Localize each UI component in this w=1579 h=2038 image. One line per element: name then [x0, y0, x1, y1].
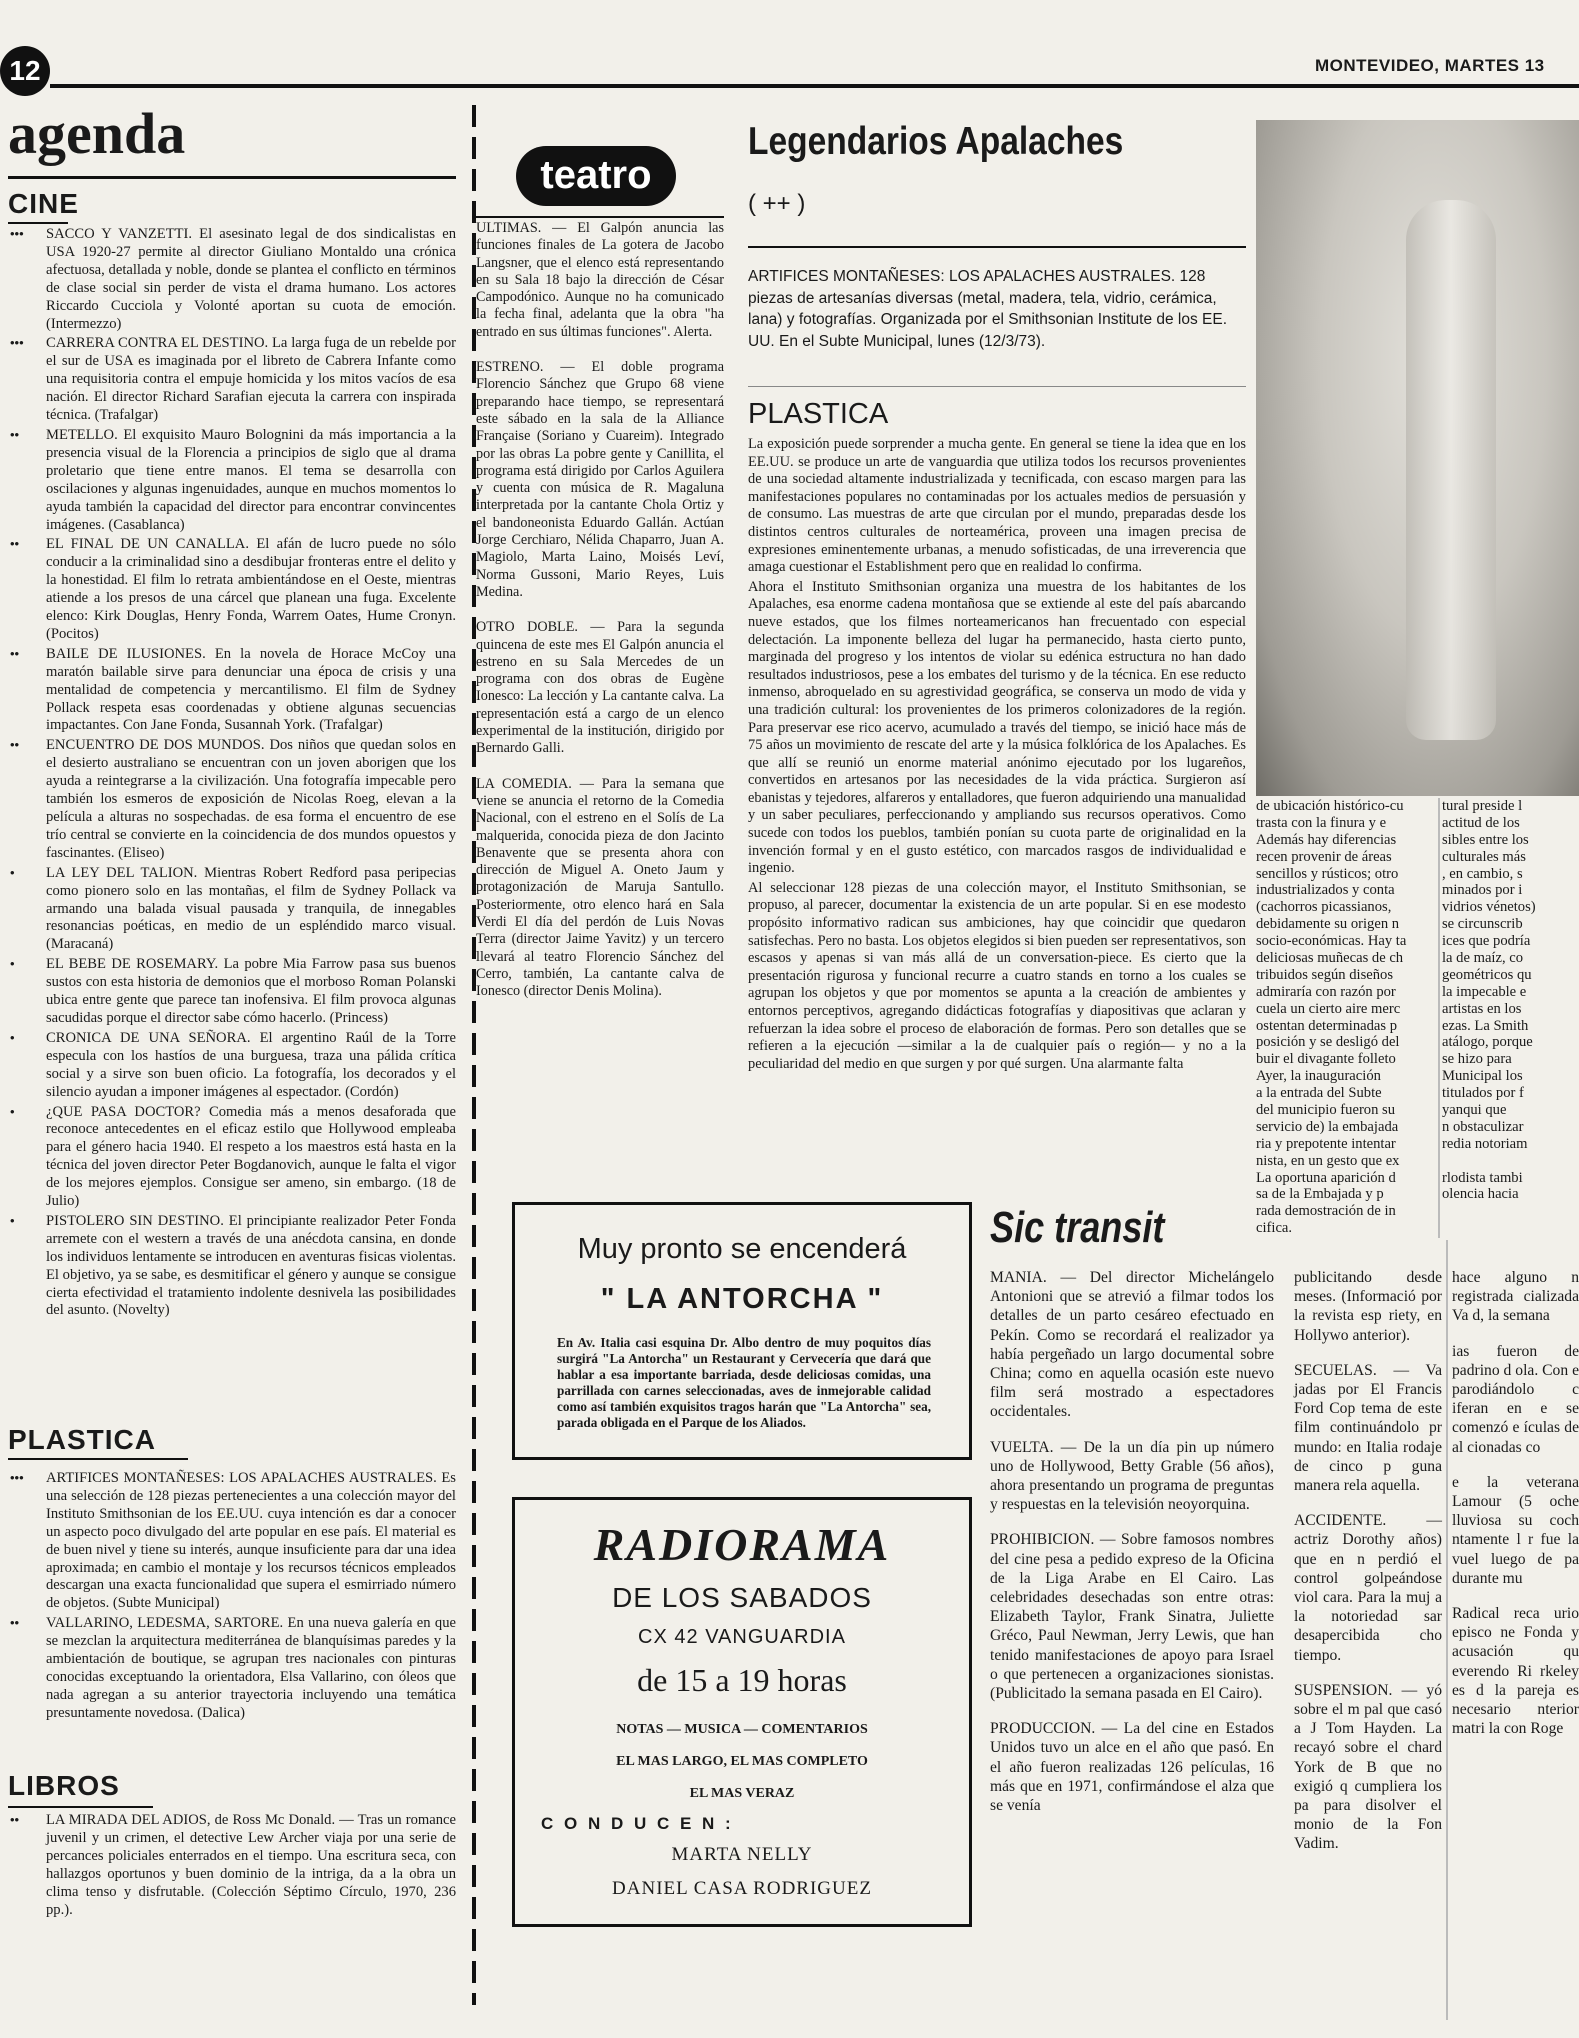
continuation-line: ezas. La Smith [1442, 1017, 1529, 1034]
agenda-item [8, 1030, 456, 1102]
continuation-line: del municipio fueron su [1256, 1102, 1396, 1119]
radiorama-ad [512, 1497, 972, 1927]
apalaches-summary-rule [748, 386, 1246, 387]
plastica-heading: PLASTICA [8, 1424, 156, 1455]
antorcha-line1: Muy pronto se encenderá [577, 1233, 907, 1265]
continuation-line: posición y se desligó del [1256, 1034, 1400, 1051]
continuation-line: La oportuna aparición d [1256, 1169, 1396, 1186]
rating-mark: •• [10, 536, 20, 552]
rating-mark: • [10, 956, 15, 972]
agenda-item-text: EL FINAL DE UN CANALLA. El afán de lucro puede no sólo conducir a la criminalidad sino a desdibujar fronteras entre el delito y la honestidad. El film lo retrata ambientándose en el Oeste, mientras atiende a los presos de una cárcel que planean una fuga. Excelente elenco: Kirk Douglas, Henry Fonda, Warrem Oates, Hume Cronyn. (Pocitos) [46, 536, 456, 642]
continuation-line: cuela un cierto aire merc [1256, 1000, 1401, 1017]
teatro-paragraph: ULTIMAS. — El Galpón anuncia las funciones finales de La gotera de Jacobo Langsner, que el elenco está representando en su Sala 18 bajo la dirección de César Campodónico. Aunque no ha comunicado la fecha final, adelanta que la obra "ha entrado en sus últimas funciones". Alerta. [476, 220, 724, 340]
continuation-line: rlodista tambi [1442, 1169, 1523, 1186]
continuation-line: la impecable e [1442, 983, 1527, 1000]
cine-heading: CINE [8, 188, 79, 219]
continuation-line: vidrios vénetos) [1442, 899, 1536, 916]
apalaches-paragraph: Al seleccionar 128 piezas de una colección mayor, el Instituto Smithsonian, se propuso, al parecer, documentar la existencia de un arte popular. Si en ese modesto propósito informativo radican sus ambiciones, hay que coincidir que quedaron satisfechas. Pero no basta. Los objetos elegidos si bien pueden ser representativos, son escasos y apenas si van más allá de un conversation-piece. Es cierto que la presentación rigurosa y funcional recurre a cuatro stands en torno a los cuales se agrupan los objetos y que por momentos se apunta a la creación de ambientes y entornos perceptivos, agregando didácticas fotografías y diapositivas que aclaran y refuerzan la idea sobre el proceso de elaboración de formas. Pero son detalles que se refieren a la ejecución —similar a la de cualquier país o región— y no a la peculiaridad del medio en que surgen y por qué surgen. Una alarmante falta [748, 879, 1246, 1072]
radiorama-conducen: C O N D U C E N : [541, 1814, 734, 1833]
apalaches-headline: Legendarios Apalaches [748, 120, 1124, 163]
rating-mark: • [10, 1029, 15, 1045]
continuation-line: Municipal los [1442, 1068, 1523, 1085]
agenda-item [8, 1615, 456, 1722]
sic-transit-item: MANIA. — Del director Michelángelo Antonioni que se atrevió a filmar todos los detalles de un parto cesáreo efectuado en Pekín. Como se recordará el realizador ya había pergeñado un largo documental sobre China; como en aquella ocasión este nuevo film será mostrado a espectadores occidentales. [990, 1269, 1274, 1421]
apalaches-rule [748, 246, 1246, 248]
continuation-line: olencia hacia [1442, 1186, 1519, 1203]
continuation-line: se hizo para [1442, 1051, 1512, 1068]
rating-mark: •• [10, 1615, 20, 1631]
rating-mark: •• [10, 1812, 20, 1827]
agenda-item [8, 536, 456, 643]
continuation-line: ostentan determinadas p [1256, 1017, 1398, 1034]
continuation-line: deliciosas muñecas de ch [1256, 950, 1404, 967]
agenda-item-text: ENCUENTRO DE DOS MUNDOS. Dos niños que quedan solos en el desierto australiano se encuentran con un joven aborigen que los ayuda a reintegrarse a la civilización. Una fotografía impecable pero también los esmeros de exposición de Nicolas Roeg, elevan a la película a alturas no sospechadas. de esa forma el encuentro de ese trío central se convierte en la coincidencia de dos mundos opuestos y fascinantes. (Eliseo) [46, 737, 456, 861]
continuation-line: cifica. [1256, 1220, 1293, 1237]
continuation-line: debidamente su origen n [1256, 916, 1400, 933]
continuation-line: de ubicación histórico-cu [1256, 798, 1404, 814]
continuation-line: atálogo, porque [1442, 1034, 1533, 1051]
agenda-item [8, 335, 456, 425]
agenda-item-text: METELLO. El exquisito Mauro Bolognini da más importancia a la presencia visual de la Florencia a principios de siglo que al drama proletario que tiene entre manos. El tema se desarrolla con oscilaciones y algunas ingenuidades, aunque en muchos momentos lo ayuda también la capacidad del director para encontrar convincentes imágenes. (Casablanca) [46, 426, 456, 533]
agenda-item [8, 1213, 456, 1320]
radiorama-line2: EL MAS LARGO, EL MAS COMPLETO [616, 1754, 868, 1769]
rating-mark: • [10, 1212, 15, 1228]
continuation-line: socio-económicas. Hay ta [1256, 933, 1407, 950]
continuation-line: admiraría con razón por [1256, 983, 1396, 1000]
continuation-line: rada demostración de in [1256, 1203, 1396, 1220]
continuation-line: se circunscrib [1442, 916, 1523, 933]
agenda-item [8, 737, 456, 862]
sic-transit-item: hace alguno n registrada cializada Va d, la semana [1452, 1269, 1579, 1325]
libros-heading: LIBROS [8, 1770, 120, 1801]
sic-transit-col-a [990, 1268, 1274, 1831]
dateline: MONTEVIDEO, MARTES 13 [1315, 56, 1545, 75]
continuation-line: tribuidos según diseños [1256, 966, 1394, 983]
continuation-line: industrializados y conta [1256, 882, 1395, 899]
sic-transit-item: PROHIBICION. — Sobre famosos nombres del cine pesa a pedido expreso de la Oficina de la Liga Arabe en El Cairo. Las celebridades desechadas son entre otras: Elizabeth Taylor, Frank Sinatra, Juliette Gréco, Paul Newman, Jerry Lewis, que han tenido manifestaciones de apoyo para Israel o que pertenecen a organizaciones sionistas. (Publicitado la semana pasada en El Cairo). [990, 1531, 1274, 1703]
agenda-item-text: VALLARINO, LEDESMA, SARTORE. En una nueva galería en que se mezclan la arquitectura mediterránea de blanquísimas paredes y la ambientación de boutique, se agrupan tres nacionales con pinturas conocidas exceptuando la orientadora, Elsa Vallarino, con óleos que nada agregan a su anterior trayectoria incluyendo una temática presuntamente novedosa. (Dalica) [46, 1615, 456, 1721]
apalaches-paragraphs [748, 436, 1246, 1075]
sic-transit-item: VUELTA. — De la un día pin up número uno de Hollywood, Betty Grable (56 años), ahora presentando un programa de preguntas y respuestas en la televisión neoyorquina. [990, 1438, 1274, 1514]
rating-mark: ••• [10, 226, 24, 241]
agenda-item [8, 865, 456, 955]
teatro-paragraph: LA COMEDIA. — Para la semana que viene se anuncia el retorno de la Comedia Nacional, con el estreno en el Solís de La malquerida, conocida pieza de don Jacinto Benavente que se presenta ahora con dirección de Miguel A. Oneto Jaum y protagonización de Maruja Santullo. Posteriormente, otro elenco hará en Sala Verdi El día del perdón de Luis Novas Terra (director Jaime Yavitz) y un tercero llevará al teatro Florencio Sánchez del Cerro, también, La cantante calva de Ionesco (director Denis Molina). [476, 775, 724, 1000]
sic-transit-item: ACCIDENTE. — actriz Dorothy años) que en n perdió el control golpeándose viol cara. Para la muj a la notoriedad sar desapercibida cho tiempo. [1294, 1512, 1442, 1664]
sic-transit-item: publicitando desde meses. (Informació por la revista esp riety, en Hollywo anterior). [1294, 1269, 1442, 1344]
antorcha-body: En Av. Italia casi esquina Dr. Albo dentro de muy poquitos días surgirá "La Antorcha" un Restaurant y Cervecería que dará que hablar a esa importante barriada, desde deliciosas comidas, una parrillada con carnes seleccionadas, aves de inmejorable calidad como así también exquisitos tragos harán que "La Antorcha" sea, parada obligada en el Parque de los Aliados. [557, 1335, 931, 1430]
sic-transit-item: SUSPENSION. — yó sobre el m pal que casó a J Tom Hayden. La recayó sobre el chard York de B que no exigió q cumpliera los pa para disolver el monio de la Fon Vadim. [1294, 1681, 1442, 1853]
apalaches-paragraph: La exposición puede sorprender a mucha gente. En general se tiene la idea que en los EE.UU. se produce un arte de vanguardia que utiliza todos los recursos provenientes de una sociedad altamente industrializada y tecnificada, con escaso margen para las manifestaciones populares no contaminadas por los actuales medios de persuasión y de consumo. Las muestras de arte que circulan por el mundo, preparadas desde los distintos centros culturales de norteamérica, proveen una imagen precisa de expresiones eminentemente urbanas, a menudo sofisticadas, de una irreverencia que amaga cuestionar el Establishment pero que en realidad lo confirma. [748, 436, 1246, 576]
continuation-fold [1438, 798, 1440, 1238]
continuation-line: tural preside l [1442, 798, 1523, 814]
continuation-line: n obstaculizar [1442, 1118, 1524, 1135]
continuation-line: Ayer, la inauguración [1256, 1068, 1381, 1085]
libros-heading-rule [8, 1806, 153, 1808]
continuation-line: sencillos y rústicos; otro [1256, 865, 1399, 882]
continuation-line: culturales más [1442, 848, 1526, 865]
continuation-line: a la entrada del Subte [1256, 1085, 1382, 1102]
teatro-logo: teatro [516, 146, 676, 206]
antorcha-name: " LA ANTORCHA " [600, 1283, 884, 1315]
libros-list [8, 1812, 456, 1921]
agenda-item-text: CRONICA DE UNA SEÑORA. El argentino Raúl de la Torre especula con los hastíos de una burguesa, traza una pálida crítica social y a sirve son buen oficio. La fotografía, los decorados y el silencio ayudan a imponer imágenes al espectador. (Cordón) [46, 1029, 456, 1100]
agenda-title: agenda [8, 101, 186, 166]
sic-transit-item: SECUELAS. — Va jadas por El Francis Ford Cop tema de este film continuándolo pr mundo: en Italia rodaje de cinco p guna manera rela aquella. [1294, 1361, 1442, 1495]
agenda-item [8, 1470, 456, 1613]
apalaches-section: PLASTICA [748, 398, 889, 430]
rating-mark: •• [10, 426, 20, 442]
apalaches-paragraph: Ahora el Instituto Smithsonian organiza una muestra de los habitantes de los Apalaches, esa enorme cadena montañosa que se extiende al este del país abarcando nueve estados, que los filmes norteamericanos han frecuentado con especial delectación. La imponente belleza del lugar ha permanecido, hasta cierto punto, marginada del progreso y los intentos de violar su edénica estructura no han dado resultados industriosos, pese a los embates del turismo y de la técnica. En ese reducto inmenso, abroquelado en su agrestividad geográfica, se conserva un modo de vida y una tradición cultural: los provenientes de los primeros colonizadores de la región. Para preservar ese rico acervo, acumulado a través del tiempo, se inició hace más de 75 años un movimiento de rescate del arte y la música folklórica de los Apalaches. Es que allí se reunió un enorme material anónimo ejecutado por los lugareños, convertidos en artesanos por las necesidades de la vida práctica. Surgieron así ebanistas y tejedores, alfareros y entalladores, que fueron adquiriendo una manualidad y un saber peculiares, perfeccionando y ampliando sus recursos operativos. Como sucede con todos los pueblos, también ponían su cuota parte de originalidad en la invención formal y en el gusto estético, con marcados rasgos de individualidad e ingenio. [748, 578, 1246, 877]
continuation-line: titulados por f [1442, 1085, 1524, 1102]
sic-transit-item: e la veterana Lamour (5 oche lluviosa su coch ntamente l r fue la vuel luego de pa durante mu [1452, 1473, 1579, 1587]
agenda-item [8, 1812, 456, 1919]
continuation-line: servicio de) la embajada [1256, 1118, 1399, 1135]
radiorama-hours: de 15 a 19 horas [637, 1662, 847, 1698]
continuation-line: (cachorros picassianos, [1256, 899, 1392, 916]
continuation-line: minados por i [1442, 882, 1523, 899]
cine-list [8, 226, 456, 1322]
antorcha-ad [512, 1202, 972, 1460]
agenda-item [8, 226, 456, 333]
agenda-item-text: PISTOLERO SIN DESTINO. El principiante realizador Peter Fonda arremete con el western a través de una anécdota cansina, en donde los individuos lentamente se introducen en aventuras fisicas violentas. El objetivo, ya se sabe, es desmitificar el género y aunque se consigue cierta efectividad el tratamiento indolente desnivela las posibilidades del asunto. (Novelty) [46, 1212, 456, 1319]
sic-transit-col-c [1452, 1268, 1579, 1754]
sic-transit-headline: Sic transit [990, 1203, 1165, 1252]
sic-transit-item: Radical reca urio episco ne Fonda y acusación qu everendo Ri rkeley es d la pareja es necesario nterior matri la con Roge [1452, 1605, 1579, 1738]
radiorama-line1: NOTAS — MUSICA — COMENTARIOS [616, 1722, 868, 1737]
agenda-item-text: LA LEY DEL TALION. Mientras Robert Redford pasa peripecias como pionero solo en las montañas, el film de Sydney Pollack va armando una balada visual pausada y tranquila, de innegables resonancias poéticas, en medio de un espléndido marco visual. (Maracaná) [46, 864, 456, 953]
teatro-paragraphs [476, 220, 724, 1018]
continuation-line: la de maíz, co [1442, 950, 1524, 967]
teatro-paragraph: OTRO DOBLE. — Para la segunda quincena de este mes El Galpón anuncia el estreno en su Sala Mercedes de un programa con dos obras de Eugène Ionesco: La lección y La cantante calva. La representación está a cargo de un elenco experimental de la institución, dirigido por Bernardo Galli. [476, 619, 724, 757]
radiorama-host2: DANIEL CASA RODRIGUEZ [612, 1878, 872, 1899]
continuation-line: redia notoriam [1442, 1135, 1528, 1152]
teatro-logo-rule [476, 216, 724, 218]
agenda-column [8, 0, 456, 2038]
continuation-line: geométricos qu [1442, 966, 1532, 983]
continuation-line [1442, 1153, 1579, 1170]
continuation-left [1256, 798, 1436, 1237]
teatro-paragraph: ESTRENO. — El doble programa Florencio Sánchez que Grupo 68 viene preparando hace tiempo, se representará este sábado en la sala de la Alliance Française (Soriano y Cuareim). Integrado por las obras La pobre gente y Canillita, el programa está dirigido por Carlos Aguilera y cuenta con música de R. Magaluna interpretada por la cantante Chola Ortiz y el bandoneonista Eduardo Gallán. Actúan Jorge Cerchiaro, Nélida Chaparro, Juan A. Magiolo, Marta Laino, Moisés Leví, Norma Gussoni, Mario Reyes, Luis Medina. [476, 359, 724, 600]
agenda-item-text: EL BEBE DE ROSEMARY. La pobre Mia Farrow pasa sus buenos sustos con esta historia de demonios que el morboso Roman Polanski ubica entre gente que parece tan inofensiva. El film provoca algunas sacudidas porque el director sabe cómo hacerlo. (Princess) [46, 956, 456, 1026]
agenda-title-rule [8, 176, 456, 179]
continuation-line: trasta con la finura y e [1256, 814, 1387, 831]
rating-mark: ••• [10, 335, 24, 351]
apalaches-rating: ( ++ ) [748, 190, 806, 217]
continuation-line: , en cambio, s [1442, 865, 1523, 882]
radiorama-host1: MARTA NELLY [671, 1844, 813, 1865]
cine-heading-rule [8, 222, 68, 224]
agenda-item-text: BAILE DE ILUSIONES. En la novela de Horace McCoy una maratón bailable sirve para denunciar una época de crisis y una mentalidad de competencia y mercantilismo. El film de Sydney Pollack respeta esas coordenadas y obtiene algunas secuencias impactantes. Con Jane Fonda, Susannah York. (Trafalgar) [46, 645, 456, 734]
page-number-badge: 12 [0, 46, 50, 96]
agenda-item-text: ARTIFICES MONTAÑESES: LOS APALACHES AUSTRALES. Es una selección de 128 piezas pertenecientes a una colección mayor del Instituto Smithsonian de los EE.UU. cuya intención es dar a conocer un aspecto poco divulgado del arte popular en ese país. El material es de buen nivel y tiene su interés, aunque insuficiente para dar una idea aproximada; en cambio el montaje y los recursos técnicos empleados descargan una exacta funcionalidad que supera el esmirriado número de objetos. (Subte Municipal) [46, 1470, 456, 1612]
agenda-item-text: LA MIRADA DEL ADIOS, de Ross Mc Donald. — Tras un romance juvenil y un crimen, el detective Lew Archer viaja por una serie de percances policiales enterrados en el tiempo. Una escritura seca, con hallazgos oportunos y buen dominio de la intriga, da a la obra un clima tenso y disfrutable. (Colección Séptimo Círculo, 1970, 236 pp.). [46, 1812, 456, 1918]
radiorama-line3: EL MAS VERAZ [689, 1786, 795, 1801]
sic-fold [1446, 1240, 1448, 2020]
sic-transit-item: PRODUCCION. — La del cine en Estados Unidos tuvo un alce en el año que pasó. En el año fueron realizadas 126 películas, 16 más que en 1971, confirmándose el alza que se venía [990, 1720, 1274, 1815]
continuation-line: yanqui que [1442, 1102, 1507, 1119]
agenda-item-text: CARRERA CONTRA EL DESTINO. La larga fuga de un rebelde por el sur de USA es imaginada por el libreto de Cabrera Infante como una requisitoria contra el empuje homicida y los mitos vacíos de esa nación. El director Richard Sarafian ejecuta la carrera con inspirada técnica. (Trafalgar) [46, 335, 456, 424]
rating-mark: ••• [10, 1470, 24, 1485]
plastica-heading-rule [8, 1458, 188, 1460]
agenda-item [8, 427, 456, 534]
continuation-line: Además hay diferencias [1256, 831, 1397, 848]
radiorama-name: RADIORAMA [593, 1519, 891, 1570]
agenda-item [8, 646, 456, 736]
continuation-line: nista, en un gesto que ex [1256, 1152, 1400, 1169]
apalaches-summary: ARTIFICES MONTAÑESES: LOS APALACHES AUSTRALES. 128 piezas de artesanías diversas (metal, madera, tela, vidrio, cerámica, lana) y fotografías. Organizada por el Smithsonian Institute de los EE. UU. En el Subte Municipal, lunes (12/3/73). [748, 268, 1228, 350]
plastica-list [8, 1470, 456, 1725]
artifact-photo [1256, 120, 1579, 796]
rating-mark: •• [10, 737, 20, 753]
continuation-line: actitud de los [1442, 814, 1520, 831]
agenda-item-text: SACCO Y VANZETTI. El asesinato legal de dos sindicalistas en USA 1920-27 permite al director Giuliano Montaldo una crónica afectuosa, detallada y noble, donde se plantea el conflicto en términos de clase social sin perder de vista el drama humano. Los actores Riccardo Cucciola y Volonté aportan su cuota de emoción. (Intermezzo) [46, 226, 456, 332]
radiorama-station: CX 42 VANGUARDIA [638, 1626, 846, 1648]
sic-transit-col-b [1294, 1268, 1442, 1870]
continuation-line: ices que podría [1442, 933, 1531, 950]
continuation-line: sa de la Embajada y p [1256, 1186, 1384, 1203]
bottle-shape [1406, 200, 1496, 740]
rating-mark: •• [10, 645, 20, 661]
continuation-line: buir el divagante folleto [1256, 1051, 1396, 1068]
agenda-item [8, 956, 456, 1028]
sic-transit-item: ias fueron de padrino d ola. Con e parodiándolo c iferan en e se comenzó e ículas de al cionadas co [1452, 1342, 1579, 1456]
continuation-line: ria y prepotente intentar [1256, 1135, 1396, 1152]
agenda-item-text: ¿QUE PASA DOCTOR? Comedia más a menos desaforada que reconoce antecedentes en el eficaz estilo que Hollywood empleaba para el género hacia 1940. El respeto a los maestros está hasta en la técnica del joven director Peter Bogdanovich, aunque le falta el vigor de los mejores ejemplos. Consigue ser ameno, sin embargo. (18 de Julio) [46, 1103, 456, 1210]
rating-mark: • [10, 864, 15, 880]
agenda-item [8, 1104, 456, 1211]
continuation-line: recen provenir de áreas [1256, 848, 1392, 865]
radiorama-subtitle: DE LOS SABADOS [612, 1582, 872, 1613]
rating-mark: • [10, 1103, 15, 1119]
continuation-line: sibles entre los [1442, 831, 1529, 848]
continuation-right [1442, 798, 1579, 1203]
continuation-line: artistas en los [1442, 1000, 1522, 1017]
